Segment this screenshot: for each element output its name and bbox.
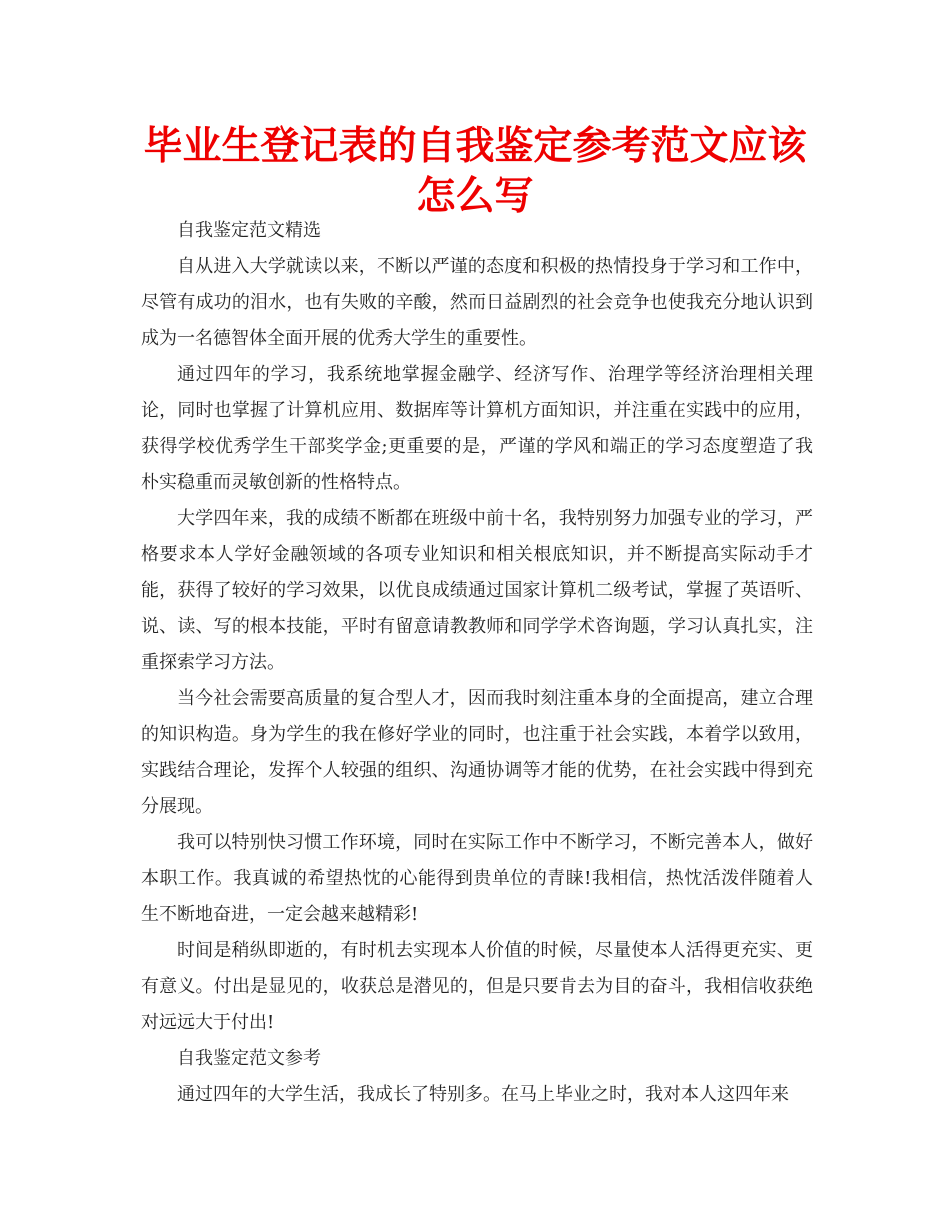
document-title: 毕业生登记表的自我鉴定参考范文应该怎么写	[143, 124, 807, 219]
section-heading: 自我鉴定范文精选	[177, 220, 321, 241]
document-body	[141, 213, 813, 1113]
paragraph: 当今社会需要高质量的复合型人才，因而我时刻注重本身的全面提高，建立合理的知识构造。身为学生的我在修好学业的同时，也注重于社会实践，本着学以致用，实践结合理论，发挥个人较强的组织、沟通协调等才能的优势，在社会实践中得到充分展现。	[141, 688, 813, 817]
paragraph: 自从进入大学就读以来，不断以严谨的态度和积极的热情投身于学习和工作中，尽管有成功的泪水，也有失败的辛酸，然而日益剧烈的社会竞争也使我充分地认识到成为一名德智体全面开展的优秀大学生的重要性。	[141, 256, 813, 349]
paragraph: 通过四年的学习，我系统地掌握金融学、经济写作、治理学等经济治理相关理论，同时也掌握了计算机应用、数据库等计算机方面知识，并注重在实践中的应用，获得学校优秀学生干部奖学金;更重要的是，严谨的学风和端正的学习态度塑造了我朴实稳重而灵敏创新的性格特点。	[141, 364, 813, 493]
paragraph: 通过四年的大学生活，我成长了特别多。在马上毕业之时，我对本人这四年来	[177, 1084, 789, 1105]
paragraph: 时间是稍纵即逝的，有时机去实现本人价值的时候，尽量使本人活得更充实、更有意义。付出是显见的，收获总是潜见的，但是只要肯去为目的奋斗，我相信收获绝对远远大于付出!	[141, 940, 813, 1033]
paragraph: 大学四年来，我的成绩不断都在班级中前十名，我特别努力加强专业的学习，严格要求本人学好金融领域的各项专业知识和相关根底知识，并不断提高实际动手才能，获得了较好的学习效果，以优良成绩通过国家计算机二级考试，掌握了英语听、说、读、写的根本技能，平时有留意请教教师和同学学术咨询题，学习认真扎实，注重探索学习方法。	[141, 508, 813, 673]
paragraph: 我可以特别快习惯工作环境，同时在实际工作中不断学习，不断完善本人，做好本职工作。我真诚的希望热忱的心能得到贵单位的青睐!我相信，热忱活泼伴随着人生不断地奋进，一定会越来越精彩!	[141, 832, 813, 925]
section-heading: 自我鉴定范文参考	[177, 1048, 321, 1069]
